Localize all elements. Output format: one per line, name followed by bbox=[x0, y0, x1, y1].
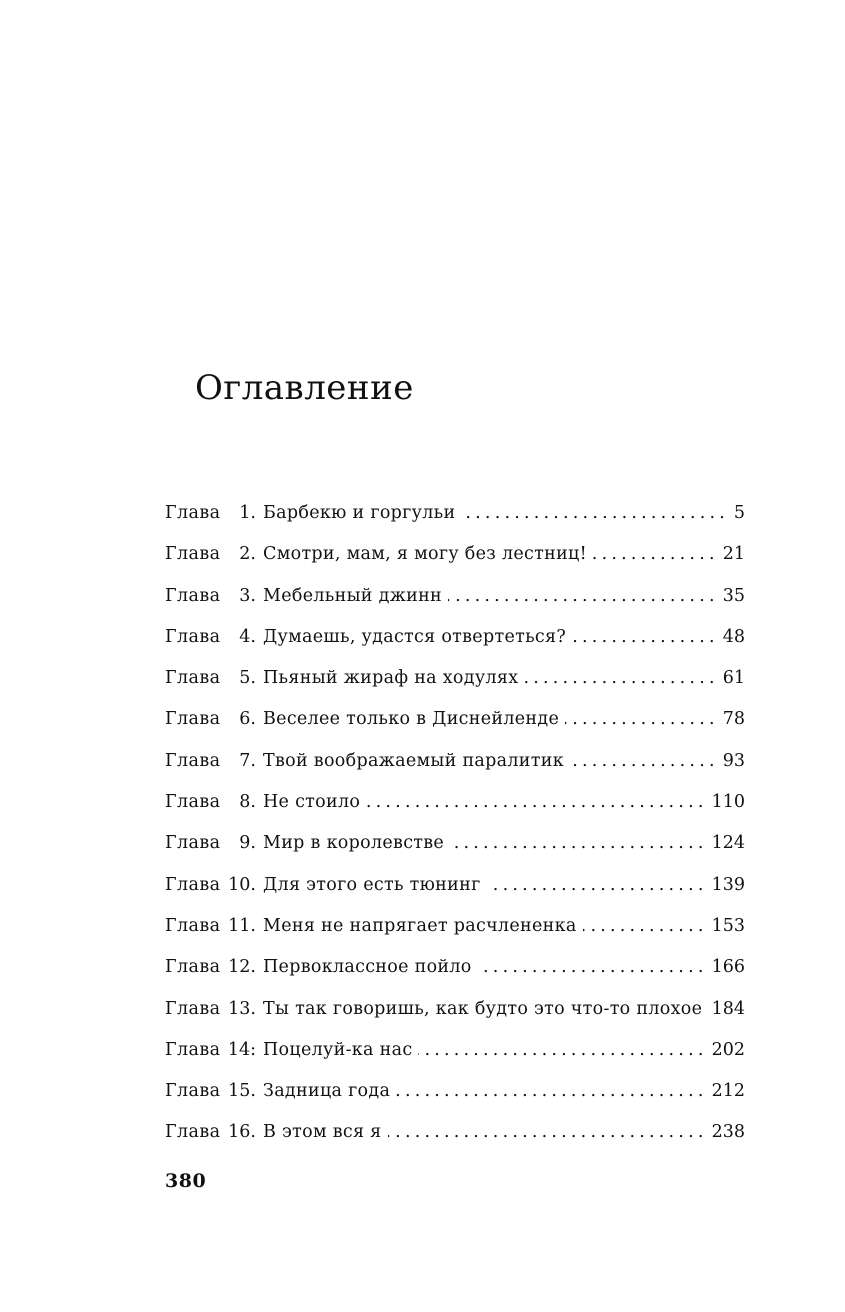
page-number: 202 bbox=[711, 1039, 745, 1060]
page-number: 110 bbox=[711, 792, 745, 813]
chapter-number: 2. bbox=[239, 544, 256, 565]
chapter-label: Глава bbox=[165, 1081, 221, 1102]
chapter-label: Глава bbox=[165, 998, 221, 1019]
dot-leader bbox=[570, 744, 719, 778]
dot-leader bbox=[396, 1074, 707, 1108]
page-number: 184 bbox=[711, 998, 745, 1019]
chapter-number: 13. bbox=[228, 998, 256, 1019]
chapter-label: Глава bbox=[165, 1039, 221, 1060]
chapter-label: Глава bbox=[165, 874, 221, 895]
dot-leader bbox=[448, 579, 719, 613]
chapter-title: Пьяный жираф на ходулях bbox=[258, 661, 524, 695]
chapter-label: Глава bbox=[165, 792, 221, 813]
chapter-title: Ты так говоришь, как будто это что-то плохое bbox=[258, 992, 706, 1026]
chapter-number: 6. bbox=[239, 709, 256, 730]
dot-leader bbox=[450, 826, 708, 860]
toc-entry bbox=[165, 1115, 745, 1156]
chapter-number: 7. bbox=[239, 750, 256, 771]
page-number: 48 bbox=[722, 626, 745, 647]
page-number: 212 bbox=[711, 1081, 745, 1102]
page-title: Оглавление bbox=[195, 368, 414, 408]
chapter-label: Глава bbox=[165, 750, 221, 771]
toc-entry bbox=[165, 826, 745, 867]
chapter-number: 1. bbox=[239, 503, 256, 523]
toc-entry bbox=[165, 661, 745, 702]
chapter-label: Глава bbox=[165, 1122, 221, 1143]
dot-leader bbox=[366, 785, 707, 819]
page-number: 5 bbox=[733, 503, 745, 523]
page-number: 35 bbox=[722, 585, 745, 606]
toc-entry bbox=[165, 868, 745, 909]
chapter-title: Не стоило bbox=[258, 785, 366, 819]
chapter-title: Смотри, мам, я могу без лестниц! bbox=[258, 537, 593, 571]
chapter-title: Задница года bbox=[258, 1074, 396, 1108]
page-number: 238 bbox=[711, 1122, 745, 1143]
chapter-title: Твой воображаемый паралитик bbox=[258, 744, 570, 778]
chapter-title: В этом вся я bbox=[258, 1115, 388, 1149]
chapter-number: 3. bbox=[239, 585, 256, 606]
folio-page-number: 380 bbox=[165, 1170, 207, 1192]
dot-leader bbox=[418, 1033, 707, 1067]
toc-entry bbox=[165, 785, 745, 826]
page-number: 124 bbox=[711, 833, 745, 854]
toc-entry bbox=[165, 744, 745, 785]
chapter-title: Первоклассное пойло bbox=[258, 950, 478, 984]
page-number: 153 bbox=[711, 915, 745, 936]
chapter-label: Глава bbox=[165, 503, 221, 523]
dot-leader bbox=[478, 950, 708, 984]
chapter-title: Мир в королевстве bbox=[258, 826, 450, 860]
chapter-number: 12. bbox=[228, 957, 256, 978]
dot-leader bbox=[461, 496, 729, 530]
toc-entry bbox=[165, 950, 745, 991]
chapter-title: Барбекю и горгульи bbox=[258, 496, 461, 530]
toc-entry bbox=[165, 909, 745, 950]
dot-leader bbox=[565, 702, 719, 736]
chapter-title: Думаешь, удастся отвертеться? bbox=[258, 620, 572, 654]
dot-leader bbox=[593, 537, 719, 571]
dot-leader bbox=[572, 620, 719, 654]
toc-entry bbox=[165, 1074, 745, 1115]
chapter-number: 11. bbox=[228, 915, 256, 936]
dot-leader bbox=[583, 909, 708, 943]
toc-entry bbox=[165, 1033, 745, 1074]
page-number: 61 bbox=[722, 668, 745, 689]
table-of-contents bbox=[165, 496, 745, 1157]
chapter-number: 5. bbox=[239, 668, 256, 689]
chapter-title: Веселее только в Диснейленде bbox=[258, 702, 565, 736]
chapter-title: Для этого есть тюнинг bbox=[258, 868, 487, 902]
chapter-label: Глава bbox=[165, 626, 221, 647]
chapter-label: Глава bbox=[165, 585, 221, 606]
chapter-label: Глава bbox=[165, 668, 221, 689]
chapter-label: Глава bbox=[165, 957, 221, 978]
chapter-number: 10. bbox=[228, 874, 256, 895]
chapter-number: 8. bbox=[239, 792, 256, 813]
page-number: 78 bbox=[722, 709, 745, 730]
chapter-title: Меня не напрягает расчлененка bbox=[258, 909, 583, 943]
dot-leader bbox=[524, 661, 718, 695]
page-number: 139 bbox=[711, 874, 745, 895]
chapter-number: 15. bbox=[228, 1081, 256, 1102]
dot-leader bbox=[487, 868, 708, 902]
chapter-label: Глава bbox=[165, 915, 221, 936]
toc-entry bbox=[165, 537, 745, 578]
chapter-label: Глава bbox=[165, 833, 221, 854]
toc-entry bbox=[165, 620, 745, 661]
page-number: 21 bbox=[722, 544, 745, 565]
chapter-number: 14: bbox=[227, 1039, 256, 1060]
chapter-title: Мебельный джинн bbox=[258, 579, 448, 613]
chapter-title: Поцелуй-ка нас bbox=[258, 1033, 418, 1067]
chapter-number: 4. bbox=[239, 626, 256, 647]
toc-entry bbox=[165, 579, 745, 620]
chapter-number: 9. bbox=[239, 833, 256, 854]
page-number: 166 bbox=[711, 957, 745, 978]
page-number: 93 bbox=[722, 750, 745, 771]
chapter-number: 16. bbox=[228, 1122, 256, 1143]
toc-entry bbox=[165, 702, 745, 743]
chapter-label: Глава bbox=[165, 544, 221, 565]
toc-entry bbox=[165, 992, 745, 1033]
toc-entry bbox=[165, 496, 745, 537]
chapter-label: Глава bbox=[165, 709, 221, 730]
dot-leader bbox=[388, 1115, 708, 1149]
